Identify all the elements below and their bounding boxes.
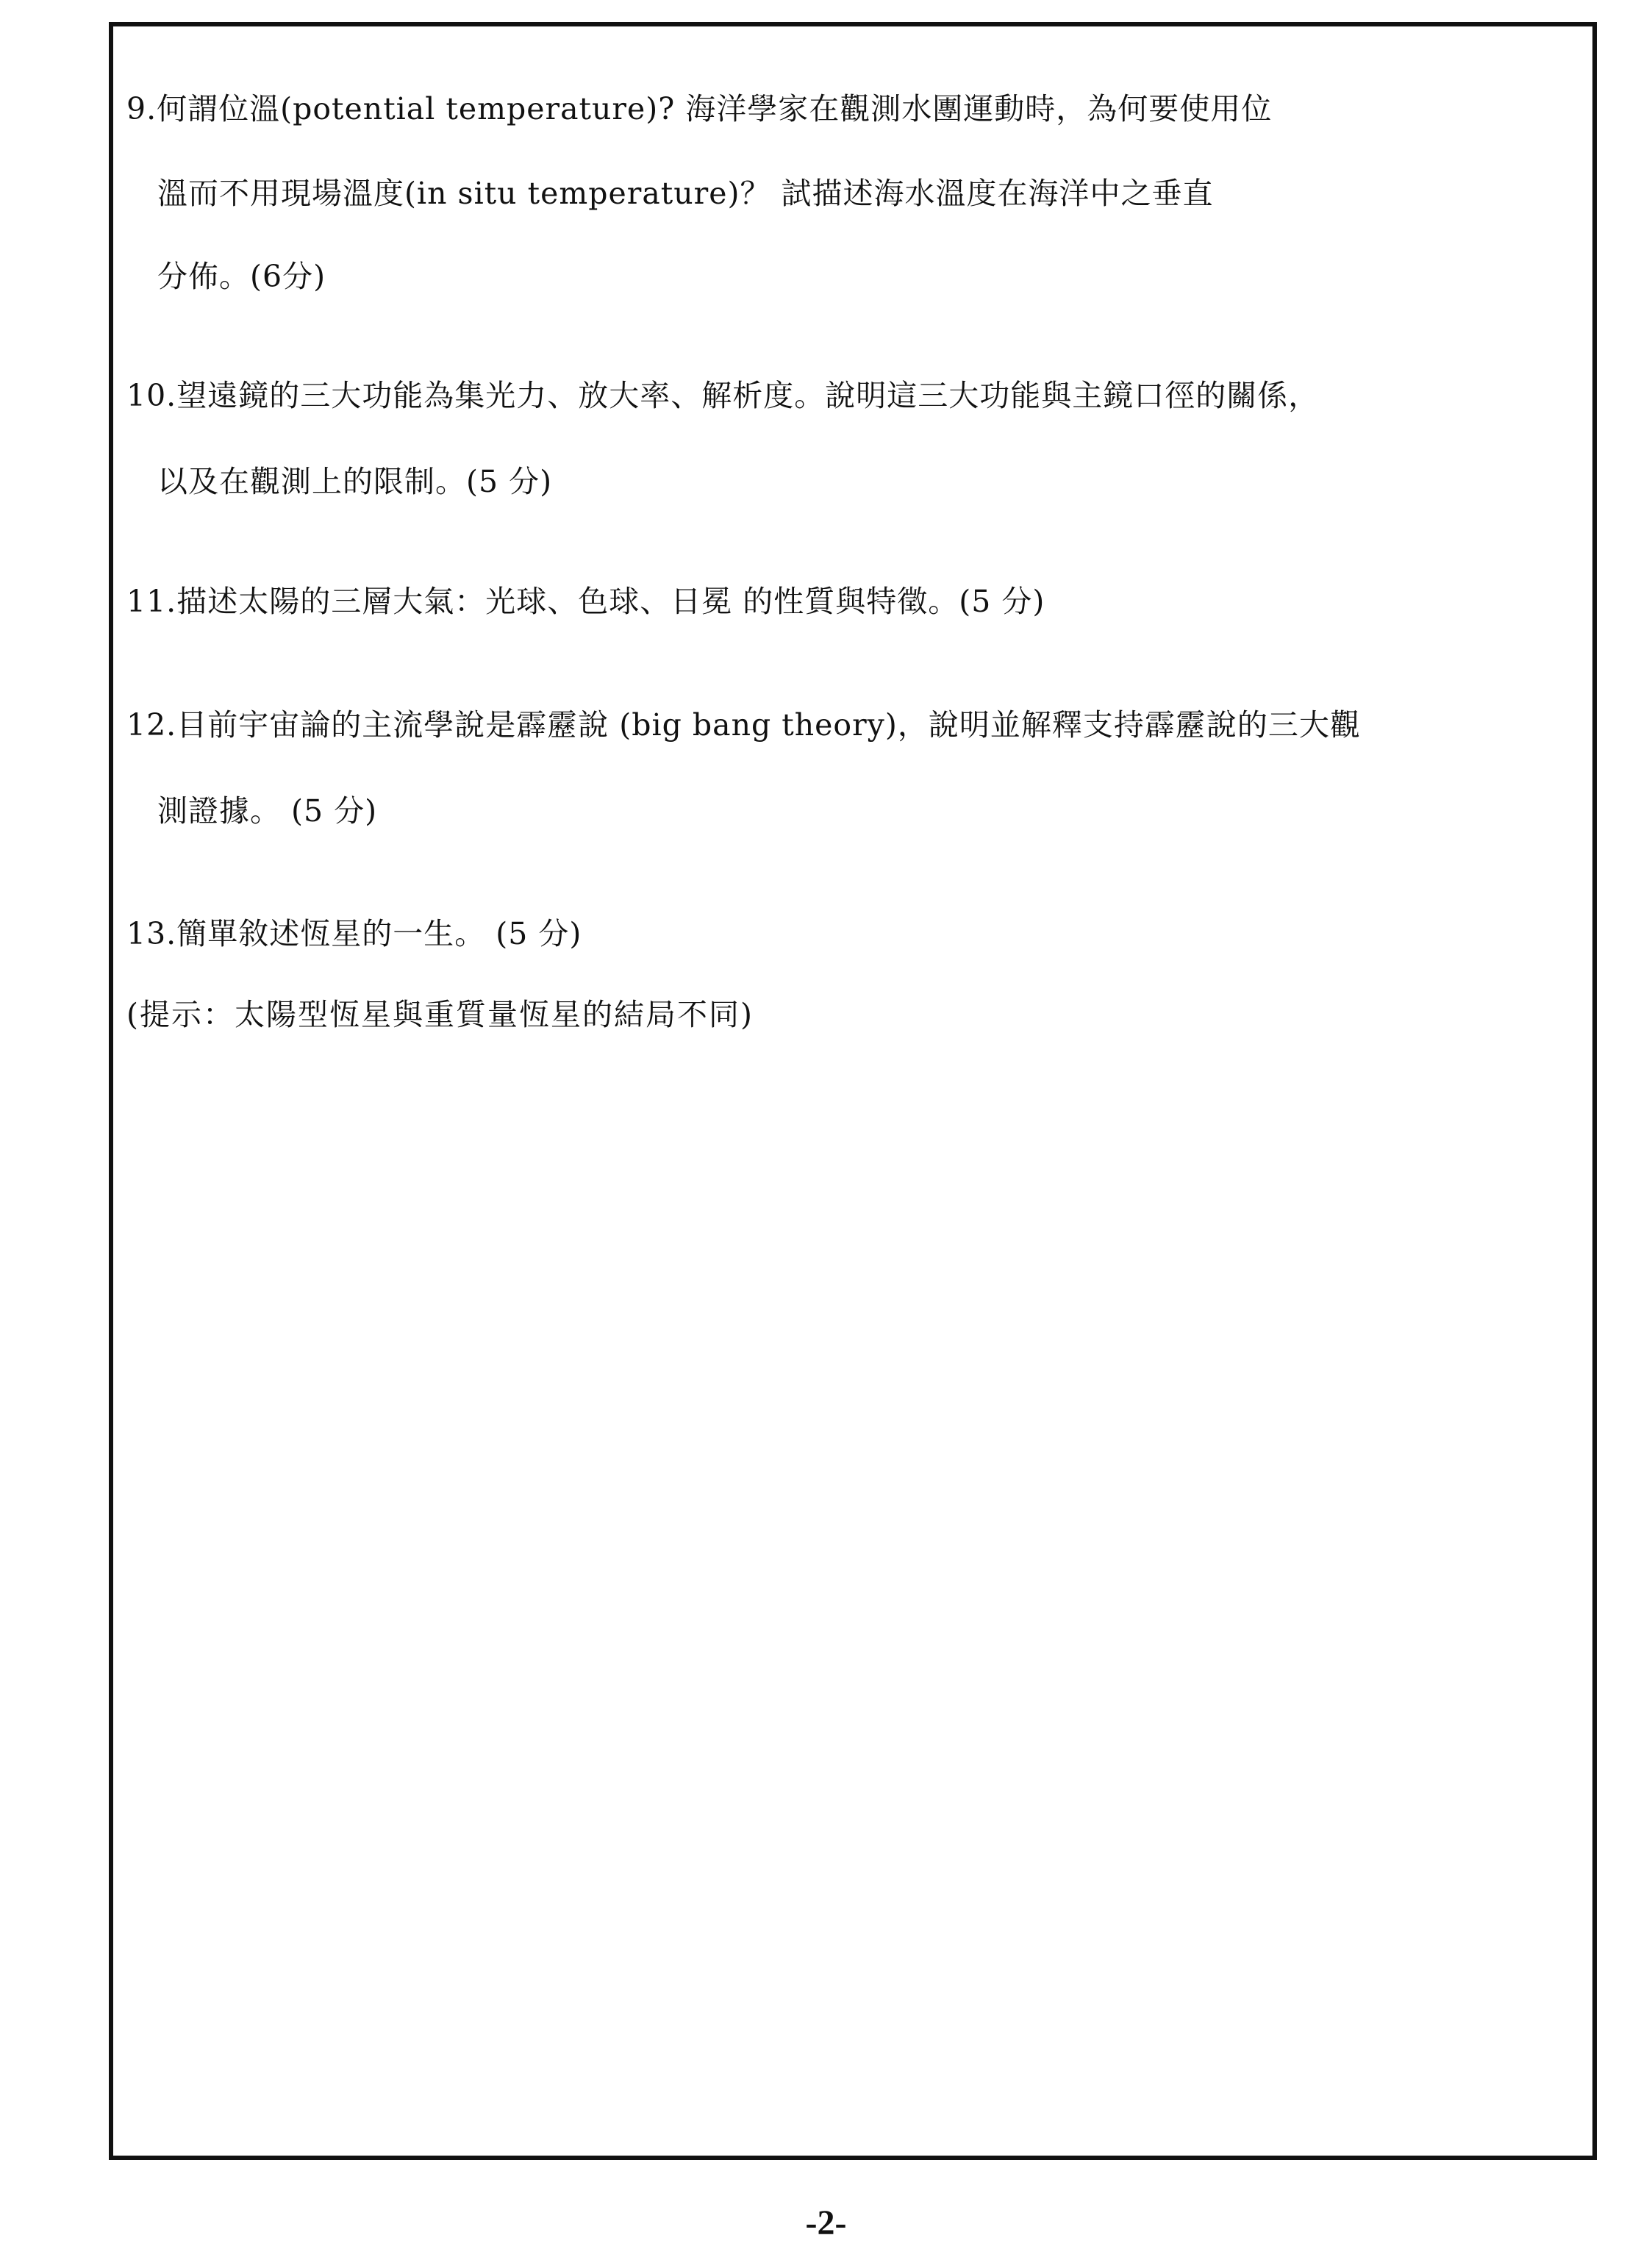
question-12-line-2: 測證據。 (5 分): [157, 793, 378, 829]
question-number: 13.: [126, 916, 177, 951]
question-10-line-2: 以及在觀測上的限制。(5 分): [157, 464, 553, 499]
question-text-line: 何謂位溫(potential temperature)? 海洋學家在觀測水團運動時，為何要使用位: [157, 91, 1273, 126]
question-number: 11.: [126, 584, 177, 619]
question-9: [126, 91, 1538, 126]
question-text-line: 描述太陽的三層大氣：光球、色球、日冕 的性質與特徵。(5 分): [176, 584, 1045, 619]
question-9-line-3: 分佈。(6分): [157, 259, 326, 294]
question-text-line: 簡單敘述恆星的一生。 (5 分): [176, 916, 582, 951]
question-number: 9.: [126, 91, 157, 126]
question-13: [126, 916, 1538, 951]
question-12: [126, 707, 1538, 743]
question-13-hint: (提示：太陽型恆星與重質量恆星的結局不同): [126, 997, 754, 1032]
question-text-line: 望遠鏡的三大功能為集光力、放大率、解析度。說明這三大功能與主鏡口徑的關係，: [176, 378, 1320, 413]
question-number: 10.: [126, 378, 177, 413]
page-number: -2-: [805, 2203, 847, 2242]
question-text-line: 目前宇宙論的主流學說是霹靂說 (big bang theory)，說明並解釋支持霹靂說的三大觀: [176, 707, 1361, 743]
question-11: [126, 584, 1538, 619]
question-10: [126, 378, 1538, 413]
question-9-line-2: 溫而不用現場溫度(in situ temperature)？ 試描述海水溫度在海洋中之垂直: [157, 176, 1214, 211]
question-number: 12.: [126, 707, 177, 743]
exam-page-frame: [109, 22, 1597, 2160]
